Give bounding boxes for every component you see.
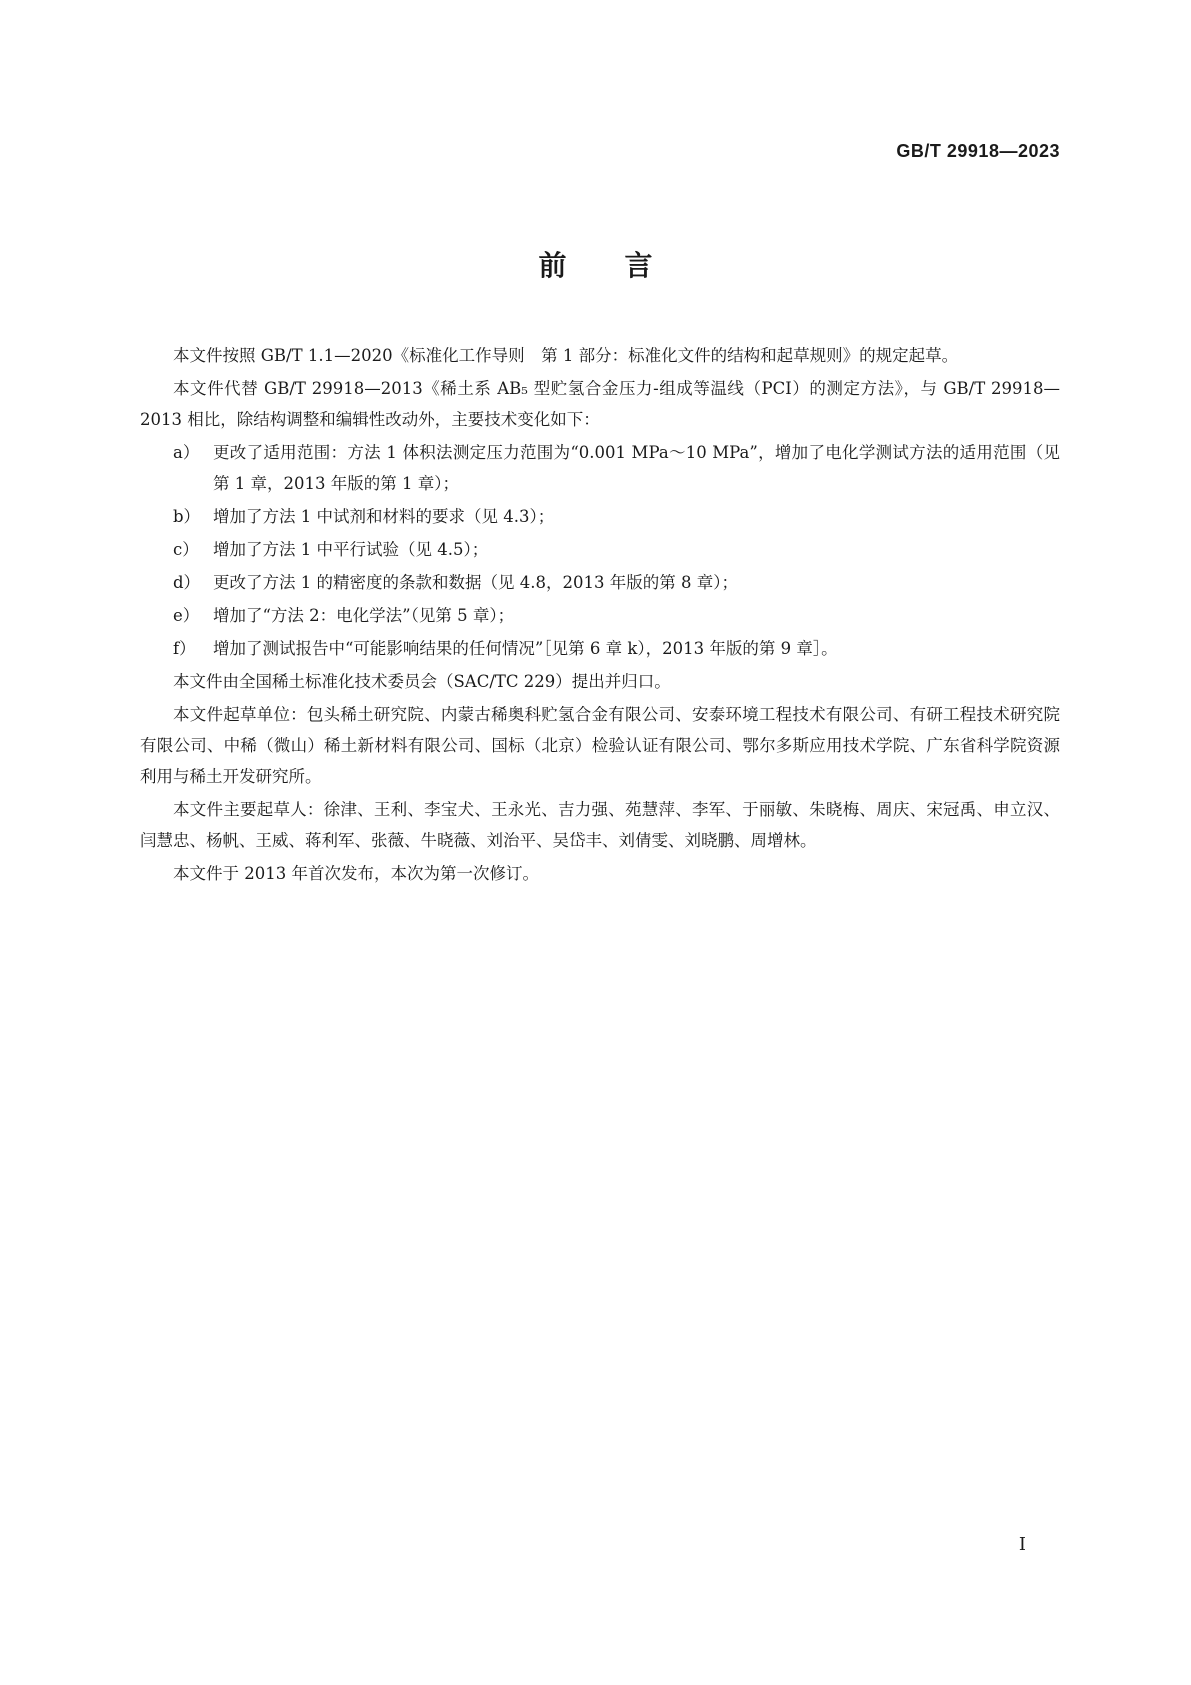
list-item-text: 增加了测试报告中“可能影响结果的任何情况”［见第 6 章 k），2013 年版的第 9 章］。 — [213, 639, 838, 658]
list-item-label: f） — [173, 639, 196, 658]
list-item-label: c） — [173, 540, 199, 559]
foreword-body — [140, 340, 1060, 891]
paragraph-drafting-units: 本文件起草单位：包头稀土研究院、内蒙古稀奥科贮氢合金有限公司、安泰环境工程技术有限公司、有研工程技术研究院有限公司、中稀（微山）稀土新材料有限公司、国标（北京）检验认证有限公司、鄂尔多斯应用技术学院、广东省科学院资源利用与稀土开发研究所。 — [140, 705, 1060, 786]
list-item-text: 增加了方法 1 中试剂和材料的要求（见 4.3）； — [213, 507, 555, 526]
list-item-text: 增加了“方法 2：电化学法”（见第 5 章）； — [213, 606, 515, 625]
page-title: 前言 — [538, 249, 711, 282]
paragraph-drafting-rules: 本文件按照 GB/T 1.1—2020《标准化工作导则 第 1 部分：标准化文件的结构和起草规则》的规定起草。 — [173, 346, 959, 365]
page-number: I — [1018, 1534, 1026, 1555]
paragraph-publication-history: 本文件于 2013 年首次发布，本次为第一次修订。 — [173, 864, 539, 883]
list-item — [140, 534, 1060, 565]
list-item — [140, 501, 1060, 532]
list-item-text: 更改了方法 1 的精密度的条款和数据（见 4.8，2013 年版的第 8 章）； — [213, 573, 738, 592]
standard-code: GB/T 29918—2023 — [896, 141, 1060, 161]
paragraph-proposer: 本文件由全国稀土标准化技术委员会（SAC/TC 229）提出并归口。 — [173, 672, 671, 691]
list-item — [140, 633, 1060, 664]
paragraph-replacement: 本文件代替 GB/T 29918—2013《稀土系 AB₅ 型贮氢合金压力-组成等温线（PCI）的测定方法》，与 GB/T 29918—2013 相比，除结构调整和编辑性改动外，主要技术变化如下： — [140, 379, 1060, 429]
list-item — [140, 567, 1060, 598]
list-item-text: 更改了适用范围：方法 1 体积法测定压力范围为“0.001 MPa～10 MPa”，增加了电化学测试方法的适用范围（见第 1 章，2013 年版的第 1 章）； — [213, 443, 1060, 493]
list-item-label: e） — [173, 606, 200, 625]
list-item-text: 增加了方法 1 中平行试验（见 4.5）； — [213, 540, 489, 559]
list-item — [140, 600, 1060, 631]
list-item-label: b） — [173, 507, 201, 526]
list-item-label: a） — [173, 443, 200, 462]
list-item — [140, 437, 1060, 499]
list-item-label: d） — [173, 573, 201, 592]
paragraph-drafters: 本文件主要起草人：徐津、王利、李宝犬、王永光、吉力强、苑慧萍、李军、于丽敏、朱晓梅、周庆、宋冠禹、申立汉、闫慧忠、杨帆、王威、蒋利军、张薇、牛晓薇、刘治平、吴岱丰、刘倩雯、刘晓鹏、周增林。 — [140, 800, 1060, 850]
